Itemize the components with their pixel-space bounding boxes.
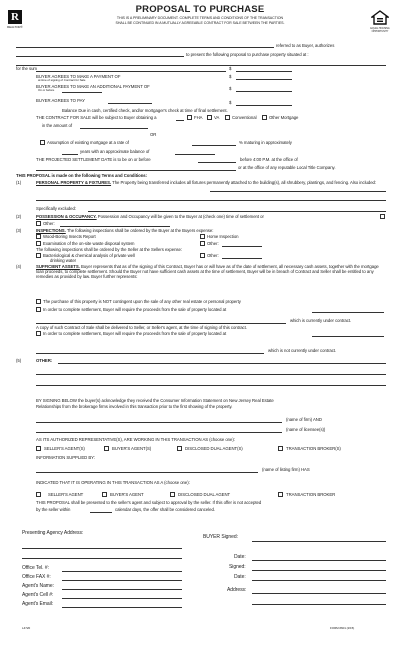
office-fax-label: Office FAX #:: [22, 574, 51, 580]
present-text: to present the following proposal to purchase property situated at :: [186, 51, 309, 57]
conventional-checkbox[interactable]: [225, 115, 230, 120]
acknowledge-text-1: BY SIGNING BELOW the buyer(s) acknowledge they received the Consumer Information Statement on New Jersey Real Estate: [36, 398, 274, 403]
firm-and-label: (name of firm) AND: [286, 417, 322, 422]
days-line[interactable]: [90, 512, 112, 513]
agency-address-line-1[interactable]: [22, 548, 182, 549]
buyer-other-inspection-label: Other:: [207, 240, 219, 246]
dual-agents-label: DISCLOSED DUAL AGENT(S): [185, 446, 243, 451]
section-1-text: [36, 180, 384, 185]
authorized-rep-text: AS ITS AUTHORIZED REPRESENTATIVE(S), ARE WORKING IN THIS TRANSACTION AS (choose one):: [36, 437, 235, 442]
date-label-1: Date:: [234, 554, 246, 560]
copy-delivered-text: A copy of such Contract of Sale shall be delivered to Seller, or Seller's agent, at the time of signing of this contract.: [36, 325, 247, 330]
not-contingent-label: The purchase of this property is NOT contingent upon the sale of any other real estate or personal property: [43, 299, 241, 304]
in-amount-label: in the amount of: [42, 123, 73, 128]
buyer-address-line-1[interactable]: [252, 593, 386, 594]
listing-firm-label: (name of listing firm) HAS: [262, 467, 310, 472]
additional-payment-label: BUYER AGREES TO MAKE AN ADDITIONAL PAYMENT OF: [36, 83, 150, 89]
office-tel-line[interactable]: [62, 571, 182, 572]
maturing-years-line[interactable]: [62, 154, 78, 155]
agent-name-line[interactable]: [62, 589, 182, 590]
agent-name-label: Agent's Name:: [22, 583, 54, 589]
buyers-agents-checkbox[interactable]: [104, 446, 109, 451]
buyers-agent-checkbox[interactable]: [102, 492, 107, 497]
title-office-line[interactable]: [36, 170, 236, 171]
office-fax-line[interactable]: [62, 580, 182, 581]
agent-email-line[interactable]: [62, 607, 182, 608]
presented-text-2a: by the seller within: [36, 507, 71, 512]
sum-line[interactable]: [36, 71, 226, 72]
agent-cell-line[interactable]: [62, 598, 182, 599]
dual-agent-label: DISCLOSED DUAL AGENT: [178, 492, 231, 497]
assumption-rate-line[interactable]: [192, 145, 236, 146]
address-label: Address:: [227, 587, 247, 593]
presented-text-2b: calendar days, the offer shall be considered canceled.: [115, 507, 215, 512]
transaction-brokers-checkbox[interactable]: [278, 446, 283, 451]
to-pay-amount-line[interactable]: [236, 105, 292, 106]
fha-checkbox[interactable]: [187, 115, 192, 120]
second-signature-line[interactable]: [252, 570, 386, 571]
presented-text-1: THIS PROPOSAL shall be presented to the seller's agent and subject to approval by the seller. If this offer is not accepted: [36, 500, 262, 505]
wood-boring-checkbox[interactable]: [36, 234, 41, 239]
info-supplied-label: INFORMATION SUPPLIED BY:: [36, 455, 95, 460]
settlement-date-line[interactable]: [198, 162, 236, 163]
buyer-signed-label: BUYER Signed:: [203, 534, 238, 540]
under-contract-address-line[interactable]: [312, 312, 384, 313]
additional-amount-line[interactable]: [236, 91, 292, 92]
sellers-agent-checkbox[interactable]: [36, 492, 41, 497]
assumption-label: Assumption of existing mortgage at a rate of: [47, 140, 129, 145]
property-address-line[interactable]: [16, 65, 386, 66]
not-under-contract-checkbox[interactable]: [36, 331, 41, 336]
terms-heading: THIS PROPOSAL is made on the following Terms and Conditions:: [16, 173, 148, 178]
sum-dollar: $: [229, 65, 232, 71]
section-1-number: (1): [16, 180, 22, 185]
section-4-text: [36, 264, 384, 280]
subtitle-line-2: SHALL BE CONTINUED IN A MUTUALLY AGREEABLE CONTRACT FOR SALE BETWEEN THE PARTIES.: [115, 20, 285, 25]
payment-dollar: $: [229, 74, 232, 79]
agency-address-line-2[interactable]: [22, 558, 182, 559]
agent-cell-label: Agent's Cell #:: [22, 592, 54, 598]
not-under-contract-address-line-2[interactable]: [36, 353, 264, 354]
agent-email-label: Agent's Email:: [22, 601, 54, 607]
under-contract-label: In order to complete settlement, Buyer will require the proceeds from the sale of property located at: [43, 307, 227, 312]
seller-inspections-text: The following inspections shall be ordered by the Seller at the Sellers expense:: [36, 247, 183, 252]
conventional-label: Conventional: [232, 115, 257, 120]
included-items-line[interactable]: [210, 191, 386, 192]
date-label-2: Date:: [234, 574, 246, 580]
septic-checkbox[interactable]: [36, 241, 41, 246]
other-terms-line-2[interactable]: [36, 374, 386, 375]
to-pay-label: BUYER AGREES TO PAY: [36, 98, 85, 103]
septic-label: Examination of the on-site waste disposal system: [43, 240, 135, 246]
excluded-items-line[interactable]: [88, 211, 386, 212]
va-checkbox[interactable]: [207, 115, 212, 120]
form-number: FORM #601 (2/15): [330, 626, 355, 630]
section-1-body: The Property being transferred includes all fixtures permanently attached to the building(s), all shrubbery, plantings, and fencing. Also included:: [112, 180, 377, 185]
realtor-caption: REALTOR®: [7, 25, 23, 29]
buyers-agent-label: BUYER'S AGENT: [110, 492, 144, 497]
section-2-other-label: Other:: [43, 221, 55, 226]
possession-other-checkbox[interactable]: [36, 221, 41, 226]
additional-date-line[interactable]: [62, 92, 102, 93]
not-under-contract-address-line[interactable]: [312, 336, 384, 337]
buyers-agents-label: BUYER'S AGENT(S): [112, 446, 152, 451]
other-terms-line-3[interactable]: [36, 385, 386, 386]
to-pay-line[interactable]: [108, 103, 152, 104]
transaction-broker-label: TRANSACTION BROKER: [286, 492, 336, 497]
section-2-number: (2): [16, 214, 22, 219]
possession-settlement-checkbox[interactable]: [380, 214, 385, 219]
excluded-label: Specifically excluded:: [36, 206, 76, 211]
agency-name-line[interactable]: [16, 56, 184, 57]
wood-boring-label: Wood-Boring Insects Report: [43, 234, 96, 239]
date-line-1[interactable]: [252, 560, 386, 561]
transaction-broker-checkbox[interactable]: [278, 492, 283, 497]
water-analysis-label-2: drinking water: [50, 258, 77, 263]
date-line-2[interactable]: [252, 580, 386, 581]
buyer-name-line[interactable]: [16, 47, 274, 48]
section-2-body: Possession and Occupancy will be given to the Buyer at (check one) time of settlement or: [97, 214, 264, 219]
additional-payment-note: On or before: [38, 88, 55, 92]
payment-amount-line[interactable]: [236, 79, 292, 80]
dual-agent-checkbox[interactable]: [170, 492, 175, 497]
presenting-agency-label: Presenting Agency Address:: [22, 530, 84, 536]
under-contract-text: which is currently under contract.: [290, 318, 352, 323]
sellers-agent-label: SELLER'S AGENT: [48, 492, 84, 497]
included-items-line-2[interactable]: [36, 200, 386, 201]
for-the-sum-label: for the sum: [16, 65, 37, 71]
realtor-logo-letter: R: [11, 11, 19, 23]
home-inspection-checkbox[interactable]: [200, 234, 205, 239]
licensee-name-line[interactable]: [36, 432, 282, 433]
indicated-text: INDICATED THAT IT IS OPERATING IN THIS TRANSACTION AS A (choose one):: [36, 480, 190, 485]
footer-left-code: L4720: [22, 626, 31, 630]
to-pay-dollar: $: [229, 100, 232, 105]
assumption-checkbox[interactable]: [40, 140, 45, 145]
payment-of-label: BUYER AGREES TO MAKE A PAYMENT OF: [36, 74, 121, 79]
balance-line[interactable]: [175, 154, 215, 155]
equal-housing-caption: EQUAL HOUSING OPPORTUNITY: [370, 27, 390, 33]
signed-label: Signed:: [229, 564, 246, 570]
buyer-signature-line[interactable]: [252, 541, 386, 542]
water-analysis-checkbox[interactable]: [36, 253, 41, 258]
not-under-contract-label: In order to complete settlement, Buyer will require the proceeds from the sale of property located at: [43, 331, 227, 336]
years-with-label: years with an approximate balance of: [80, 149, 150, 154]
maturing-label: % maturing in approximately: [239, 140, 292, 145]
balance-text: Balance Due in cash, certified check, and/or mortgager's check at time of final settlement.: [62, 108, 228, 113]
sum-amount-line[interactable]: [236, 71, 292, 72]
section-3-body: The following inspections shall be ordered by the Buyer at the Buyers expense:: [66, 228, 214, 233]
dual-agents-checkbox[interactable]: [177, 446, 182, 451]
seller-other-inspection-line[interactable]: [222, 258, 262, 259]
buyer-other-inspection-line[interactable]: [222, 246, 262, 247]
mortgage-term-line[interactable]: [176, 120, 184, 121]
seller-other-inspection-label: Other:: [207, 253, 219, 258]
fha-label: FHA: [194, 115, 203, 120]
in-amount-line[interactable]: [80, 128, 148, 129]
section-5-title: OTHER:: [36, 358, 53, 363]
subject-to-label: THE CONTRACT FOR SALE will be subject to Buyer obtaining a: [36, 115, 157, 120]
additional-dollar: $: [229, 86, 232, 91]
firm-name-line[interactable]: [36, 422, 282, 423]
section-3-title: INSPECTIONS.: [36, 228, 66, 233]
va-label: VA: [214, 115, 220, 120]
seller-other-inspection-checkbox[interactable]: [200, 253, 205, 258]
section-4-number: (4): [16, 264, 22, 269]
section-4-body: Buyer represents that as of the signing of this Contract, Buyer has or will have as of the date of settlement, all necessary cash assets, together with the mortgage loan proceeds, to complete settlement. Should the Buyer not have sufficient cash assets at the time of settlement, Buyer will be in breach of Contract and Seller shall be entitled to any remedies as provided by law. Buyer further represents:: [36, 264, 379, 280]
section-4-title: SUFFICIENT ASSETS.: [36, 264, 80, 269]
listing-firm-line[interactable]: [36, 472, 258, 473]
settlement-label: THE PROJECTED SETTLEMENT DATE is to be on or before: [36, 157, 151, 162]
section-2-title: POSSESSION & OCCUPANCY.: [36, 214, 97, 219]
other-mortgage-checkbox[interactable]: [262, 115, 267, 120]
under-contract-address-line-2[interactable]: [36, 323, 286, 324]
office-tel-label: Office Tel. #:: [22, 565, 49, 571]
payment-of-note: at time of signing of Contract for Sale: [38, 78, 86, 82]
not-under-contract-text: which is not currently under contract.: [268, 348, 337, 353]
not-contingent-checkbox[interactable]: [36, 299, 41, 304]
before-time-label: before 4:00 P.M. at the office of: [240, 157, 298, 162]
water-analysis-label: Bacteriological & chemical analysis of private well: [43, 253, 135, 258]
home-inspection-label: Home Inspection: [207, 234, 239, 239]
sellers-agents-checkbox[interactable]: [36, 446, 41, 451]
title-company-text: or at the office of any reputable Local Title Company.: [238, 165, 336, 170]
transaction-brokers-label: TRANSACTION BROKER(S): [286, 446, 341, 451]
section-3-number: (3): [16, 228, 22, 233]
buyer-other-inspection-checkbox[interactable]: [200, 241, 205, 246]
buyer-address-line-2[interactable]: [252, 604, 386, 605]
under-contract-checkbox[interactable]: [36, 307, 41, 312]
other-mortgage-label: Other Mortgage: [269, 115, 299, 120]
section-1-title: PERSONAL PROPERTY & FIXTURES.: [36, 180, 112, 185]
possession-other-line[interactable]: [60, 226, 170, 227]
acknowledge-text-2: Relationships from the brokerage firms involved in this transaction prior to the first showing of the property.: [36, 404, 233, 409]
page-title: PROPOSAL TO PURCHASE: [135, 4, 265, 15]
licensees-label: (name of licensee(s)): [286, 427, 326, 432]
section-5-number: (5): [16, 358, 22, 363]
other-terms-line-1[interactable]: [58, 363, 386, 364]
subtitle-line-1: THIS IS A PRELIMINARY DOCUMENT. COMPLETE TERMS AND CONDITIONS OF THE TRANSACTION: [116, 16, 284, 20]
section-2-text: [36, 214, 264, 219]
section-3-text: [36, 228, 213, 233]
or-label: OR: [150, 132, 157, 137]
referred-text: referred to as Buyer, authorizes: [276, 42, 335, 48]
sellers-agents-label: SELLER'S AGENT(S): [44, 446, 85, 451]
